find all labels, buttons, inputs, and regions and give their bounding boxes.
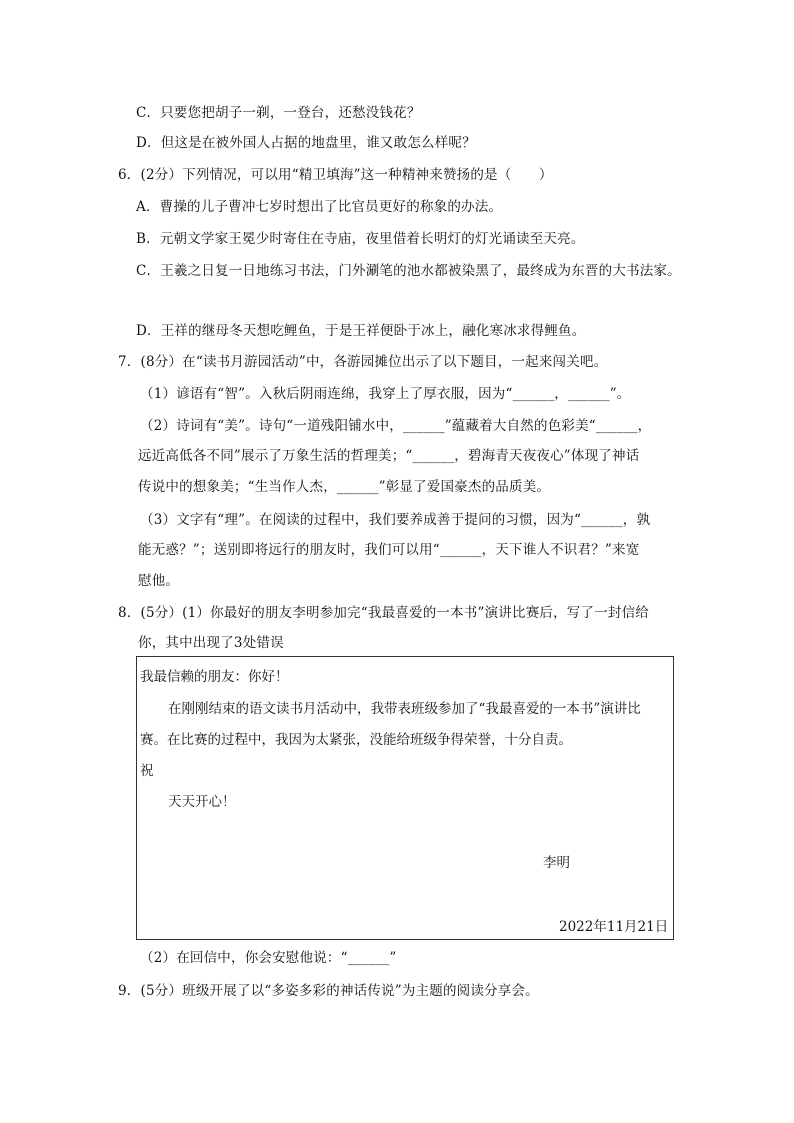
option-c-q6: C．王羲之日复一日地练习书法，门外涮笔的池水都被染黑了，最终成为东晋的大书法家。 (136, 263, 681, 279)
letter-body-line-2: 赛。在比赛的过程中，我因为太紧张，没能给班级争得荣誉，十分自责。 (140, 732, 572, 748)
letter-closing-zhu: 祝 (140, 763, 154, 779)
letter-box (136, 656, 674, 940)
q7-part-3-line-3: 慰他。 (138, 573, 180, 589)
option-c-q5: C．只要您把胡子一剃，一登台，还愁没钱花？ (136, 105, 421, 121)
question-7: 7．(8分）在“读书月游园活动”中，各游园摊位出示了以下题目，一起来闯关吧。 (118, 354, 608, 370)
q7-part-1: （1）谚语有“智”。入秋后阴雨连绵，我穿上了厚衣服，因为“______，______”。 (140, 386, 631, 402)
question-6: 6．(2分）下列情况，可以用“精卫填海”这一种精神来赞扬的是（ ） (118, 167, 553, 183)
letter-body-line-1: 在刚刚结束的语文读书月活动中，我带表班级参加了“我最喜爱的一本书”演讲比 (168, 701, 641, 717)
option-a-q6: A．曹操的儿子曹冲七岁时想出了比官员更好的称象的办法。 (136, 199, 503, 215)
letter-signature: 李明 (543, 855, 570, 871)
question-8-line-2: 你，其中出现了3处错误 (138, 635, 284, 651)
option-b-q6: B．元朝文学家王冕少时寄住在寺庙，夜里借着长明灯的灯光诵读至天亮。 (136, 231, 585, 247)
letter-closing-wish: 天天开心！ (168, 794, 236, 810)
option-d-q6: D．王祥的继母冬天想吃鲤鱼，于是王祥便卧于冰上，融化寒冰求得鲤鱼。 (136, 323, 586, 339)
q7-part-3-line-2: 能无惑？”；送别即将远行的朋友时，我们可以用“______，天下谁人不识君？”来宽 (138, 542, 640, 558)
q8-part-2: （2）在回信中，你会安慰他说：“______” (140, 950, 397, 966)
q7-part-2-line-3: 传说中的想象美；“生当作人杰，______”彰显了爱国豪杰的品质美。 (138, 479, 551, 495)
question-8: 8．(5分）(1）你最好的朋友李明参加完“我最喜爱的一本书”演讲比赛后，写了一封信给 (118, 605, 650, 621)
q7-part-2-line-1: （2）诗词有“美”。诗句“一道残阳铺水中，______”蕴藏着大自然的色彩美“______， (140, 418, 652, 434)
letter-date: 2022年11月21日 (559, 919, 669, 935)
question-9: 9．(5分）班级开展了以“多姿多彩的神话传说”为主题的阅读分享会。 (118, 983, 539, 999)
q7-part-3-line-1: （3）文字有“理”。在阅读的过程中，我们要养成善于提问的习惯，因为“______，孰 (140, 512, 651, 528)
option-d-q5: D．但这是在被外国人占据的地盘里，谁又敢怎么样呢？ (136, 135, 476, 151)
letter-greeting: 我最信赖的朋友：你好！ (140, 669, 289, 685)
q7-part-2-line-2: 远近高低各不同”展示了万象生活的哲理美；“______，碧海青天夜夜心”体现了神话 (138, 448, 640, 464)
